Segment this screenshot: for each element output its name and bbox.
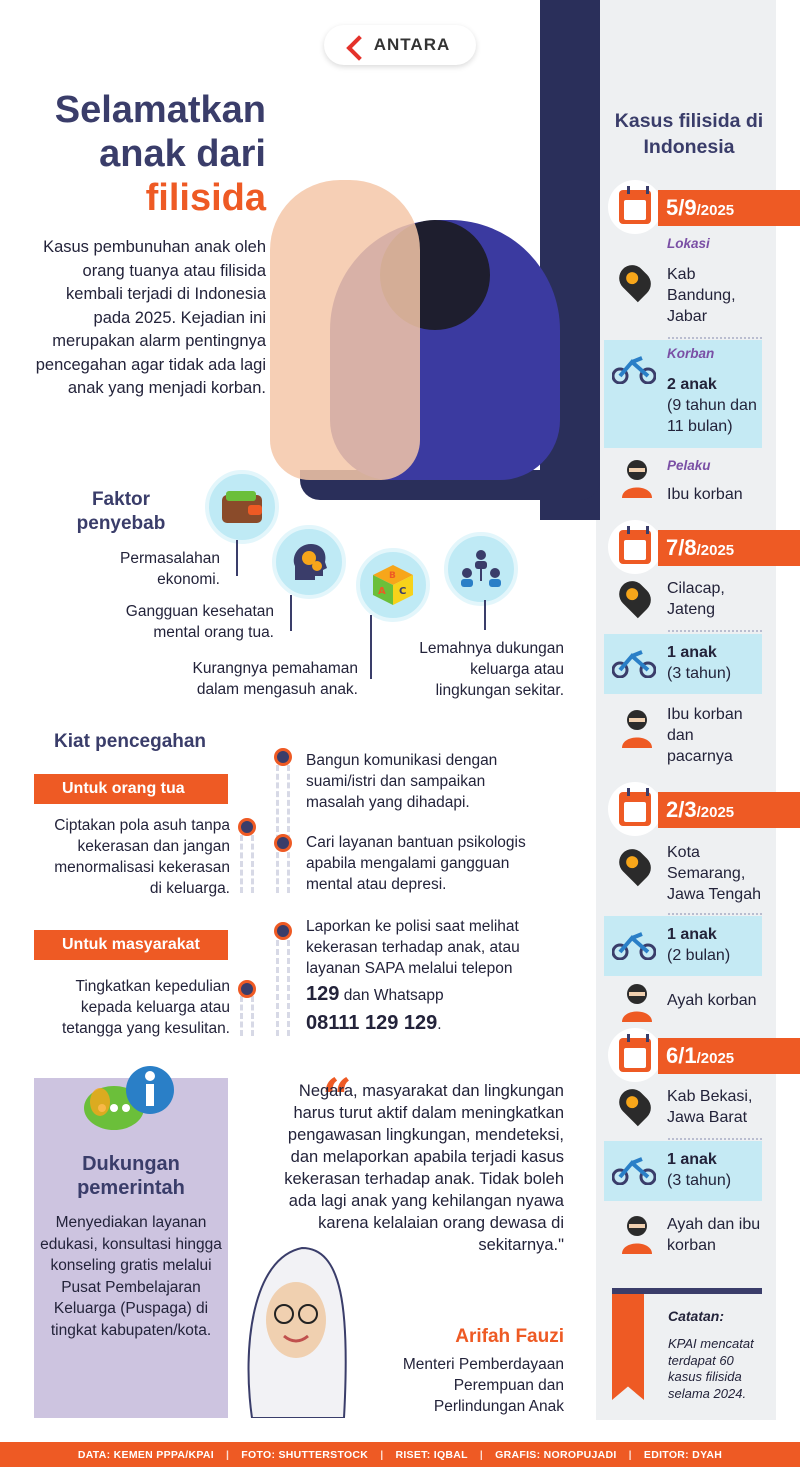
factors-title: Faktor penyebab (76, 489, 166, 534)
perpetrator-value: Ayah korban (667, 992, 757, 1009)
case-victim (604, 1141, 762, 1201)
divider (668, 337, 762, 339)
timeline-line (276, 765, 290, 893)
intro-paragraph: Kasus pembunuhan anak oleh orang tuanya atau filisida kembali terjadi di Indonesia pada 2025. Kejadian ini merupakan alarm pentingnya pencegahan agar tidak ada lagi anak yang menjadi korban. (35, 238, 266, 397)
info-chat-icon (80, 1062, 180, 1142)
report-text: Laporkan ke polisi saat melihat kekerasan terhadap anak, atau layanan SAPA melalui telepon (306, 918, 520, 977)
victim-label: Korban (667, 346, 715, 361)
location-value: Kab Bekasi, Jawa Barat (667, 1088, 753, 1126)
factor-connector (370, 615, 372, 679)
case-date (604, 1038, 800, 1074)
phone-connector: dan Whatsapp (343, 987, 444, 1004)
note-ribbon (612, 1288, 644, 1400)
case-date (604, 530, 800, 566)
factor-connector (484, 600, 486, 630)
prevention-title: Kiat pencegahan (54, 731, 207, 752)
date-main: 5/9 (666, 195, 697, 220)
case-victim (604, 916, 762, 976)
brain-gear-icon (272, 525, 346, 599)
credit-photo: FOTO: SHUTTERSTOCK (241, 1448, 369, 1461)
victim-count: 1 anak (667, 926, 717, 943)
case-victim (604, 634, 762, 694)
victim-detail: (3 tahun) (667, 665, 732, 682)
sapa-phone: 129 (306, 983, 340, 1005)
bullet-dot (274, 834, 292, 852)
case-date (604, 190, 800, 226)
perpetrator-value: Ibu korban (667, 486, 743, 503)
quote-mark-icon: “ (322, 1068, 352, 1129)
hand-illustration (270, 180, 420, 480)
period: . (437, 1016, 442, 1033)
speaker-role: Menteri Pemberdayaan Perempuan dan Perlindungan Anak (402, 1356, 564, 1415)
credit-separator: | (628, 1448, 632, 1461)
map-pin-icon (614, 576, 656, 618)
divider (668, 630, 762, 632)
svg-text:C: C (399, 586, 407, 597)
credit-separator: | (380, 1448, 384, 1461)
bullet-dot (238, 980, 256, 998)
perpetrator-label: Pelaku (667, 458, 711, 473)
credit-research: RISET: IQBAL (395, 1448, 468, 1461)
page-title (30, 88, 266, 220)
credit-graphics: GRAFIS: NOROPUJADI (495, 1448, 617, 1461)
timeline-line (276, 940, 290, 1036)
community-band: Untuk masyarakat (34, 930, 228, 960)
title-line-2: anak dari (99, 133, 266, 175)
date-main: 2/3 (666, 797, 697, 822)
case-location (604, 230, 762, 334)
credit-editor: EDITOR: DYAH (643, 1448, 723, 1461)
divider (668, 1138, 762, 1140)
community-left-tip: Tingkatkan kepedulian kepada keluarga atau tetangga yang kesulitan. (61, 978, 230, 1037)
parents-band: Untuk orang tua (34, 774, 228, 804)
svg-text:A: A (378, 586, 386, 597)
date-year: /2025 (696, 202, 735, 219)
map-pin-icon (614, 844, 656, 886)
svg-text:B: B (389, 571, 396, 581)
abc-block-icon (356, 548, 430, 622)
victim-detail: (2 bulan) (667, 947, 731, 964)
victim-count: 2 anak (667, 376, 717, 393)
perpetrator-icon (620, 458, 654, 498)
date-main: 7/8 (666, 535, 697, 560)
speaker-portrait (232, 1228, 352, 1418)
speaker-name: Arifah Fauzi (455, 1326, 564, 1347)
date-main: 6/1 (666, 1043, 697, 1068)
factor-connector (236, 540, 238, 576)
calendar-icon (608, 1028, 662, 1082)
factor-label: Gangguan kesehatan mental orang tua. (125, 603, 274, 641)
calendar-icon (608, 520, 662, 574)
bullet-dot (274, 748, 292, 766)
tricycle-icon (612, 648, 656, 678)
parents-right-tip-2: Cari layanan bantuan psikologis apabila mengalami gangguan mental atau depresi. (306, 834, 526, 893)
parents-right-tip-1: Bangun komunikasi dengan suami/istri dan sampaikan masalah yang dihadapi. (306, 752, 498, 811)
quote-text: Negara, masyarakat dan lingkungan harus turut aktif dalam meningkatkan pengawasan lingkungan, mendeteksi, dan melaporkan apabila terjadi kasus kekerasan terhadap anak. Tidak boleh ada lagi anak yang kehilangan nyawa karena kelalaian orang dewasa di sekitarnya." (284, 1082, 564, 1254)
divider (668, 913, 762, 915)
location-value: Kab Bandung, Jabar (667, 266, 736, 325)
note-rule (612, 1288, 762, 1294)
case-perpetrator (604, 980, 762, 1026)
calendar-icon (608, 180, 662, 234)
wallet-icon (205, 470, 279, 544)
factor-label: Kurangnya pemahaman dalam mengasuh anak. (192, 660, 358, 698)
government-title: Dukungan pemerintah (77, 1153, 185, 1199)
case-perpetrator (604, 700, 762, 772)
timeline-line (240, 996, 254, 1036)
date-year: /2025 (696, 1050, 735, 1067)
credit-separator: | (226, 1448, 230, 1461)
parents-left-tip: Ciptakan pola asuh tanpa kekerasan dan jangan menormalisasi kekerasan di keluarga. (54, 817, 230, 897)
bullet-dot (238, 818, 256, 836)
case-date (604, 792, 800, 828)
tricycle-icon (612, 930, 656, 960)
credit-data: DATA: KEMEN PPPA/KPAI (77, 1448, 215, 1461)
credit-separator: | (479, 1448, 484, 1461)
victim-detail: (3 tahun) (667, 1172, 732, 1189)
location-value: Cilacap, Jateng (667, 580, 725, 618)
perpetrator-icon (620, 1214, 654, 1254)
victim-count: 1 anak (667, 644, 717, 661)
cases-title: Kasus filisida di Indonesia (614, 110, 764, 158)
tricycle-icon (612, 1155, 656, 1185)
perpetrator-icon (620, 708, 654, 748)
case-perpetrator (604, 1210, 762, 1266)
date-year: /2025 (696, 542, 735, 559)
factor-label: Lemahnya dukungan keluarga atau lingkungan sekitar. (419, 640, 564, 699)
people-network-icon (444, 532, 518, 606)
brand-name: ANTARA (373, 35, 451, 54)
factor-connector (290, 595, 292, 631)
whatsapp-number: 08111 129 129 (306, 1012, 438, 1034)
victim-detail: (9 tahun dan 11 bulan) (667, 397, 757, 435)
tricycle-icon (612, 354, 656, 384)
bullet-dot (274, 922, 292, 940)
perpetrator-icon (620, 982, 654, 1022)
location-value: Kota Semarang, Jawa Tengah (667, 844, 761, 903)
map-pin-icon (614, 260, 656, 302)
perpetrator-value: Ibu korban dan pacarnya (667, 706, 743, 765)
case-perpetrator (604, 452, 762, 516)
date-year: /2025 (696, 804, 735, 821)
antara-mark-icon (346, 35, 371, 60)
case-location (604, 838, 762, 912)
location-label: Lokasi (667, 236, 710, 251)
victim-count: 1 anak (667, 1151, 717, 1168)
timeline-line (240, 835, 254, 893)
note-text: KPAI mencatat terdapat 60 kasus filisida selama 2024. (668, 1336, 754, 1401)
calendar-icon (608, 782, 662, 836)
factor-label: Permasalahan ekonomi. (120, 550, 220, 588)
case-victim (604, 340, 762, 448)
case-location (604, 1082, 762, 1136)
credits-footer (0, 1442, 800, 1467)
government-text: Menyediakan layanan edukasi, konsultasi hingga konseling gratis melalui Pusat Pembelajaran Keluarga (Puspaga) di tingkat kabupaten/kota. (40, 1214, 222, 1339)
map-pin-icon (614, 1084, 656, 1126)
title-line-3: filisida (145, 177, 266, 219)
note-title: Catatan: (668, 1308, 725, 1324)
antara-logo (324, 25, 476, 65)
perpetrator-value: Ayah dan ibu korban (667, 1216, 761, 1254)
community-right-tip (306, 916, 556, 1037)
case-location (604, 574, 762, 630)
title-line-1: Selamatkan (54, 89, 266, 131)
